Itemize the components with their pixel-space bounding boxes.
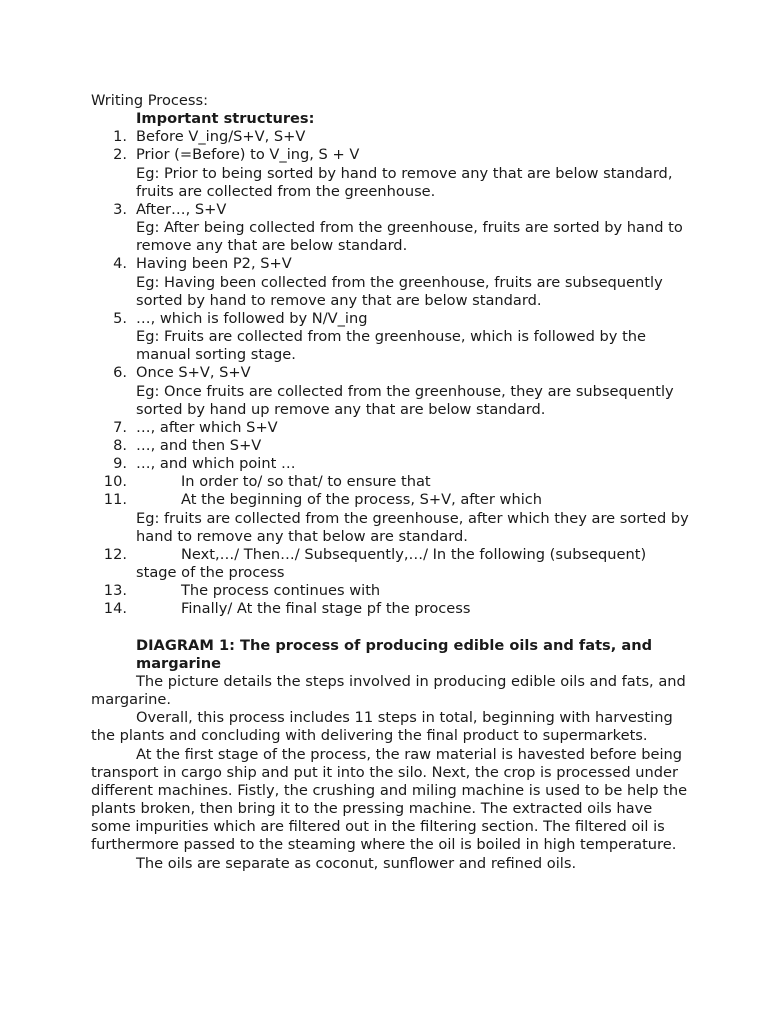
item-text: …, and which point … xyxy=(136,455,296,473)
item-text: Next,…/ Then…/ Subsequently,…/ In the following (subsequent) xyxy=(181,545,647,563)
list-item xyxy=(91,201,691,255)
list-item xyxy=(91,455,691,473)
item-text: …, and then S+V xyxy=(136,436,262,454)
item-example: Eg: fruits are collected from the greenhouse, after which they are sorted by hand to remove any that below are standard. xyxy=(136,509,689,545)
list-item xyxy=(91,473,691,491)
blank-line xyxy=(91,619,691,637)
diagram-heading: DIAGRAM 1: The process of producing edible oils and fats, and margarine xyxy=(136,636,653,672)
item-text: …, which is followed by N/V_ing xyxy=(136,309,368,327)
item-example: Eg: After being collected from the greenhouse, fruits are sorted by hand to remove any that are below standard. xyxy=(136,219,683,255)
list-item xyxy=(91,419,691,437)
item-number: 8. xyxy=(113,436,127,454)
document-body xyxy=(91,92,691,873)
list-item xyxy=(91,128,691,146)
list-item xyxy=(91,582,691,600)
item-text: Prior (=Before) to V_ing, S + V xyxy=(136,146,360,164)
item-example: Eg: Having been collected from the greenhouse, fruits are subsequently sorted by hand to remove any that are below standard. xyxy=(136,273,663,309)
list-item xyxy=(91,146,691,200)
item-text: Having been P2, S+V xyxy=(136,255,292,273)
structures-heading: Important structures: xyxy=(136,110,315,128)
item-number: 10. xyxy=(103,473,127,491)
item-example: Eg: Prior to being sorted by hand to remove any that are below standard, fruits are collected from the greenhouse. xyxy=(136,164,673,200)
paragraph: At the first stage of the process, the raw material is havested before being transport in cargo ship and put it into the silo. Next, the crop is processed under different machines. Fistly, the crushing and miling machine is used to be help the plants broken, then bring it to the pressing machine. The extracted oils have some impurities which are filtered out in the filtering section. The filtered oil is furthermore passed to the steaming where the oil is boiled in high temperature. xyxy=(91,745,688,854)
list-item xyxy=(91,255,691,309)
item-text: Finally/ At the final stage pf the process xyxy=(181,600,471,618)
item-number: 6. xyxy=(113,364,127,382)
item-number: 9. xyxy=(113,455,127,473)
item-number: 13. xyxy=(103,582,127,600)
list-item xyxy=(91,310,691,364)
paragraph: The oils are separate as coconut, sunflower and refined oils. xyxy=(136,854,577,872)
item-text: Before V_ing/S+V, S+V xyxy=(136,128,306,146)
structures-list xyxy=(91,128,691,618)
list-item xyxy=(91,491,691,545)
item-number: 2. xyxy=(113,146,127,164)
paragraph: Overall, this process includes 11 steps in total, beginning with harvesting the plants and concluding with delivering the final product to supermarkets. xyxy=(91,709,673,745)
intro-line: Writing Process: xyxy=(91,92,209,109)
item-number: 5. xyxy=(113,309,127,327)
item-number: 12. xyxy=(103,545,127,563)
item-number: 11. xyxy=(103,491,127,509)
item-example: Eg: Once fruits are collected from the greenhouse, they are subsequently sorted by hand up remove any that are below standard. xyxy=(136,382,674,418)
list-item xyxy=(91,546,691,582)
item-text: …, after which S+V xyxy=(136,418,278,436)
item-number: 4. xyxy=(113,255,127,273)
item-number: 1. xyxy=(113,128,127,146)
item-number: 14. xyxy=(103,600,127,618)
item-text: At the beginning of the process, S+V, after which xyxy=(181,491,543,509)
list-item xyxy=(91,437,691,455)
item-number: 3. xyxy=(113,200,127,218)
list-item xyxy=(91,600,691,618)
item-text: Once S+V, S+V xyxy=(136,364,251,382)
item-text: The process continues with xyxy=(181,582,381,600)
item-text: In order to/ so that/ to ensure that xyxy=(181,473,431,491)
item-example: Eg: Fruits are collected from the greenhouse, which is followed by the manual sorting stage. xyxy=(136,328,647,364)
item-text: After…, S+V xyxy=(136,200,227,218)
item-continuation: stage of the process xyxy=(136,564,285,582)
paragraph: The picture details the steps involved in producing edible oils and fats, and margarine. xyxy=(91,672,686,709)
item-number: 7. xyxy=(113,418,127,436)
list-item xyxy=(91,364,691,418)
